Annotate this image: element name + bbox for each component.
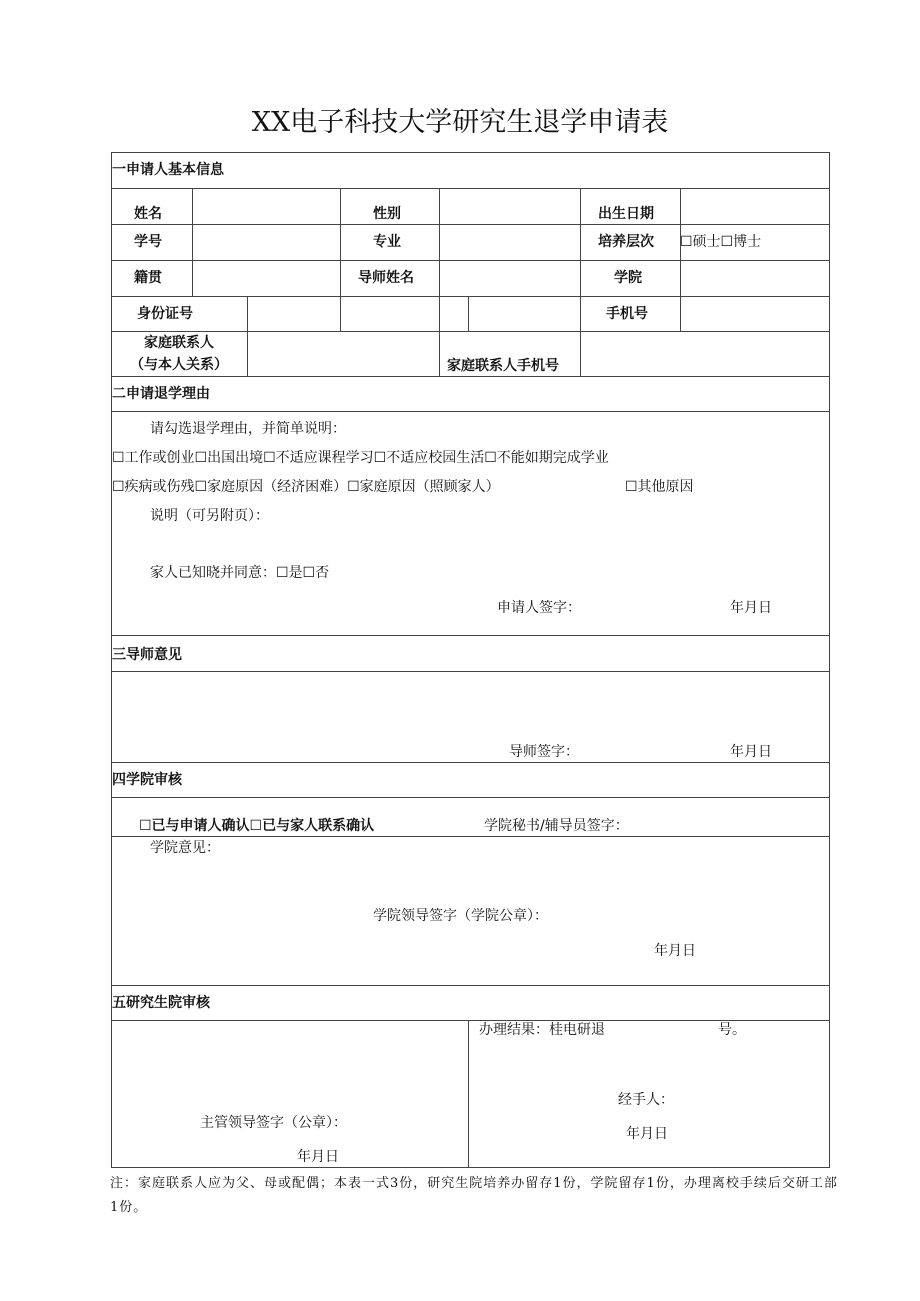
college-opinion-label: 学院意见： xyxy=(150,840,220,856)
reason-options-row2[interactable]: ☐疾病或伤残☐家庭原因（经济困难）☐家庭原因（照顾家人） xyxy=(112,479,500,495)
college-leader-signature: 学院领导签字（学院公章）： xyxy=(373,908,548,924)
label-college: 学院 xyxy=(614,270,642,286)
handler-signature: 经手人： xyxy=(618,1092,674,1108)
advisor-date: 年月日 xyxy=(730,744,772,760)
label-student-id: 学号 xyxy=(134,234,162,250)
college-confirm-checkboxes[interactable]: ☐已与申请人确认☐已与家人联系确认 xyxy=(139,818,375,834)
secretary-signature: 学院秘书/辅导员签字： xyxy=(484,818,629,834)
section1-header: 一申请人基本信息 xyxy=(112,162,224,178)
applicant-date: 年月日 xyxy=(730,600,772,616)
graduate-leader-signature: 主管领导签字（公章）： xyxy=(200,1115,347,1131)
section5-header: 五研究生院审核 xyxy=(112,995,210,1011)
graduate-leader-date: 年月日 xyxy=(297,1149,339,1165)
processing-result: 办理结果：桂电研退 xyxy=(479,1022,605,1038)
label-native-place: 籍贯 xyxy=(134,270,162,286)
reason-options-row1[interactable]: ☐工作或创业☐出国出境☐不适应课程学习☐不适应校园生活☐不能如期完成学业 xyxy=(112,450,609,466)
level-checkboxes[interactable]: ☐硕士☐博士 xyxy=(680,234,762,250)
label-gender: 性别 xyxy=(373,206,401,222)
section3-header: 三导师意见 xyxy=(112,647,182,663)
section2-header: 二申请退学理由 xyxy=(112,386,210,402)
label-major: 专业 xyxy=(373,234,401,250)
reason-prompt: 请勾选退学理由，并简单说明： xyxy=(150,421,346,437)
label-advisor-name: 导师姓名 xyxy=(358,270,414,286)
explanation-label: 说明（可另附页）： xyxy=(150,508,269,524)
applicant-signature: 申请人签字： xyxy=(497,600,581,616)
handler-date: 年月日 xyxy=(626,1126,668,1142)
section4-header: 四学院审核 xyxy=(112,772,182,788)
label-level: 培养层次 xyxy=(598,234,654,250)
label-birth-date: 出生日期 xyxy=(598,206,654,222)
label-id-card: 身份证号 xyxy=(137,306,193,322)
reason-option-other[interactable]: ☐其他原因 xyxy=(625,479,694,495)
form-title: XX电子科技大学研究生退学申请表 xyxy=(251,107,669,138)
label-family-contact: 家庭联系人 xyxy=(144,335,214,351)
label-phone: 手机号 xyxy=(606,306,648,322)
family-consent[interactable]: 家人已知晓并同意：☐是☐否 xyxy=(150,565,330,581)
label-family-relation: （与本人关系） xyxy=(130,357,228,373)
processing-result-suffix: 号。 xyxy=(718,1022,746,1038)
label-family-phone: 家庭联系人手机号 xyxy=(447,358,559,374)
advisor-signature: 导师签字： xyxy=(509,744,579,760)
college-date: 年月日 xyxy=(654,943,696,959)
footnote: 注：家庭联系人应为父、母或配偶；本表一式3份，研究生院培养办留存1份，学院留存1份，办理离校手续后交研工部1份。 xyxy=(110,1176,838,1215)
label-name: 姓名 xyxy=(134,206,162,222)
